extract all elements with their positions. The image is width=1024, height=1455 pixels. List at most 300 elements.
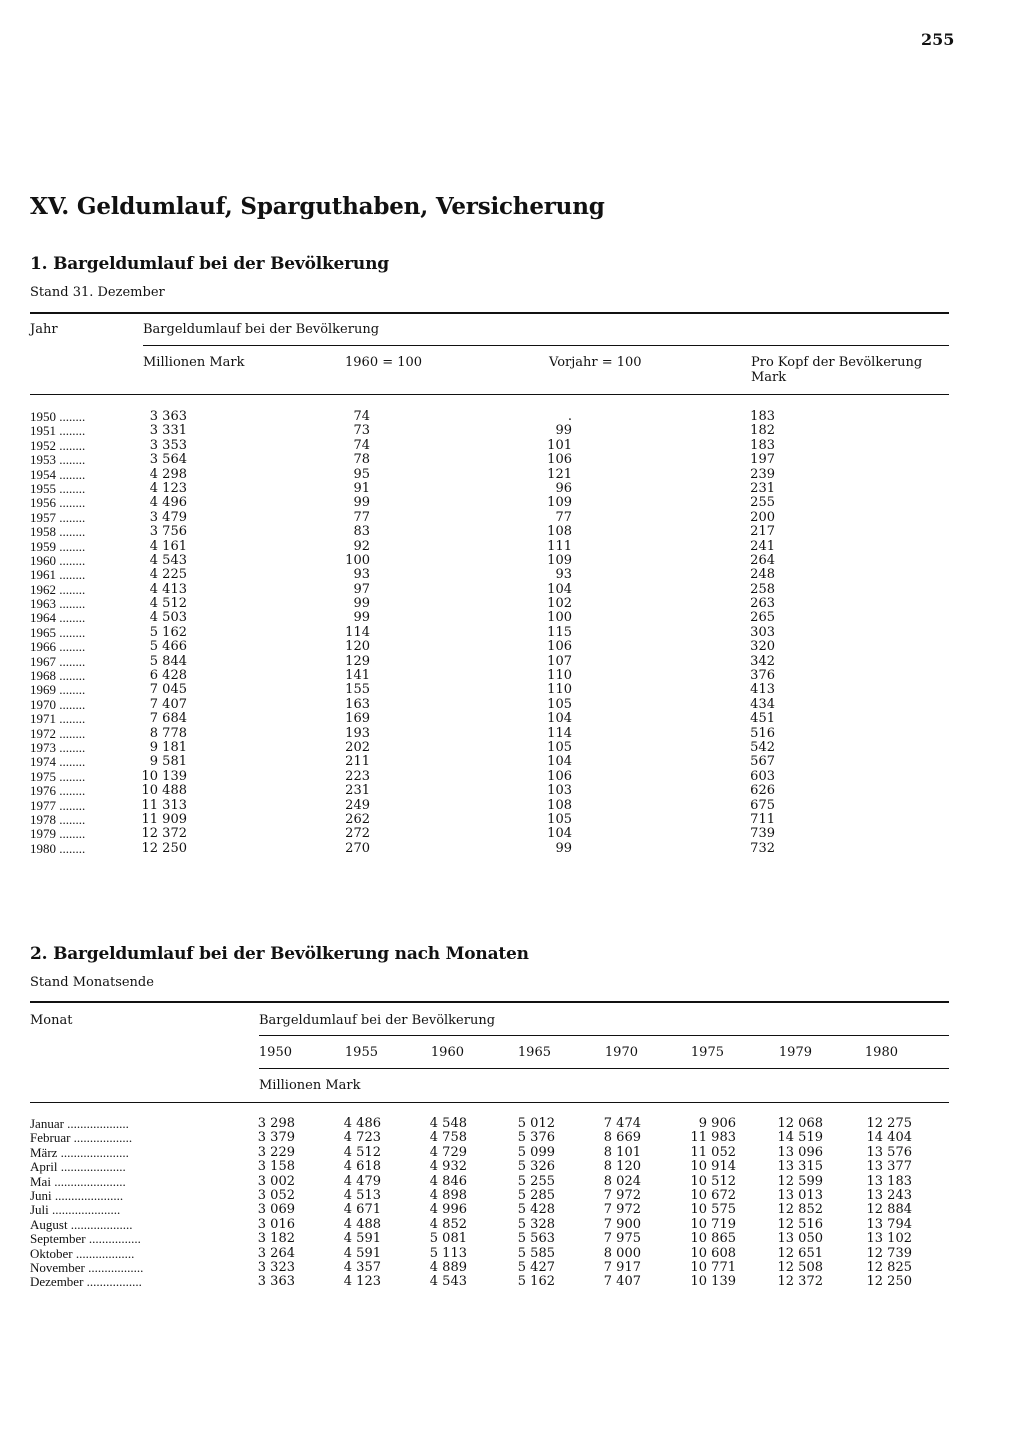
- table1-row: [0, 755, 1024, 769]
- table1-col-prokopf: Pro Kopf der Bevölkerung: [751, 355, 923, 370]
- table1-cell-idx1960: 99: [353, 610, 370, 626]
- table1-row: [0, 496, 1024, 510]
- table1-cell-year: 1966 ........: [30, 639, 86, 655]
- table2-cell-value: 4 479: [343, 1173, 381, 1189]
- table2-cell-value: 4 729: [429, 1144, 467, 1160]
- table2-cell-value: 10 865: [690, 1231, 736, 1247]
- table2-cell-value: 13 576: [866, 1144, 912, 1160]
- table2-cell-value: 5 099: [517, 1144, 555, 1160]
- table2-cell-month: August ...................: [30, 1216, 133, 1232]
- table2-cell-value: 14 404: [866, 1130, 912, 1146]
- table1-cell-prokopf: 231: [750, 480, 775, 496]
- table1-cell-mio: 6 428: [149, 668, 187, 684]
- table1-cell-vorjahr: 108: [547, 797, 572, 813]
- table1-cell-idx1960: 272: [345, 826, 370, 842]
- table1-cell-year: 1952 ........: [30, 437, 86, 453]
- table1-cell-vorjahr: 114: [547, 725, 572, 741]
- table2-cell-value: 12 516: [777, 1216, 823, 1232]
- table1-cell-idx1960: 95: [353, 466, 370, 482]
- table2-cell-value: 8 120: [603, 1159, 641, 1175]
- table1-top-rule: [30, 312, 949, 314]
- table1-cell-prokopf: 197: [750, 452, 775, 468]
- table1-cell-idx1960: 78: [353, 452, 370, 468]
- table1-row: [0, 611, 1024, 625]
- table2-cell-value: 13 050: [777, 1231, 823, 1247]
- table1-cell-vorjahr: .: [567, 409, 572, 424]
- table2-cell-value: 4 512: [343, 1144, 381, 1160]
- table1-cell-idx1960: 114: [345, 624, 370, 640]
- table1-header-rule: [30, 394, 949, 395]
- table2-cell-value: 12 739: [866, 1245, 912, 1261]
- table2-cell-value: 5 285: [517, 1187, 555, 1203]
- table1-row: [0, 583, 1024, 597]
- table1-cell-prokopf: 413: [750, 682, 775, 698]
- table1-row: [0, 813, 1024, 827]
- table1-row: [0, 655, 1024, 669]
- table1-row: [0, 683, 1024, 697]
- table1-cell-idx1960: 270: [345, 840, 370, 856]
- table1-cell-mio: 3 479: [149, 509, 187, 525]
- table2-row: [0, 1175, 1024, 1189]
- table1-cell-year: 1970 ........: [30, 696, 86, 712]
- table2-cell-value: 12 852: [777, 1202, 823, 1218]
- table1-cell-year: 1979 ........: [30, 826, 86, 842]
- table1-cell-vorjahr: 93: [555, 567, 572, 583]
- table2-cell-value: 5 326: [517, 1159, 555, 1175]
- table2-row: [0, 1275, 1024, 1289]
- table1-col-year: Jahr: [30, 322, 58, 337]
- table1-cell-idx1960: 83: [353, 524, 370, 540]
- table2-row: [0, 1232, 1024, 1246]
- table1-cell-idx1960: 92: [353, 538, 370, 554]
- table1-cell-idx1960: 74: [353, 409, 370, 424]
- table2-cell-value: 10 719: [690, 1216, 736, 1232]
- table1-cell-idx1960: 223: [345, 768, 370, 784]
- table1-cell-year: 1968 ........: [30, 668, 86, 684]
- table1-cell-year: 1951 ........: [30, 423, 86, 439]
- table1-cell-year: 1957 ........: [30, 509, 86, 525]
- table2-cell-month: Juli .....................: [30, 1202, 121, 1218]
- table2-cell-value: 3 323: [257, 1259, 295, 1275]
- table2-cell-value: 13 183: [866, 1173, 912, 1189]
- table2-cell-value: 12 372: [777, 1274, 823, 1290]
- table1-col-1960: 1960 = 100: [345, 355, 423, 370]
- table2-cell-value: 12 068: [777, 1116, 823, 1131]
- table2-cell-value: 7 900: [603, 1216, 641, 1232]
- table1-cell-prokopf: 732: [750, 840, 775, 856]
- table1-cell-mio: 7 684: [149, 711, 187, 727]
- table2-cell-value: 3 298: [257, 1116, 295, 1131]
- table1-cell-mio: 5 466: [149, 639, 187, 655]
- table1-cell-vorjahr: 99: [555, 423, 572, 439]
- table1-cell-mio: 9 581: [149, 754, 187, 770]
- table2-cell-value: 4 898: [429, 1187, 467, 1203]
- table1-body: [0, 410, 1024, 856]
- table1-cell-mio: 12 372: [141, 826, 187, 842]
- table1-group-rule: [143, 345, 949, 346]
- table1-cell-idx1960: 202: [345, 739, 370, 755]
- table1-cell-mio: 7 407: [149, 696, 187, 712]
- table1-cell-mio: 11 313: [141, 797, 187, 813]
- table2-row: [0, 1117, 1024, 1131]
- table1-cell-year: 1971 ........: [30, 711, 86, 727]
- table2-cell-value: 7 972: [603, 1202, 641, 1218]
- table1-cell-vorjahr: 104: [547, 826, 572, 842]
- table2-cell-value: 12 599: [777, 1173, 823, 1189]
- table1-cell-mio: 10 139: [141, 768, 187, 784]
- table1-cell-prokopf: 303: [750, 624, 775, 640]
- table1-cell-prokopf: 263: [750, 596, 775, 612]
- table1-cell-idx1960: 141: [345, 668, 370, 684]
- table1-row: [0, 741, 1024, 755]
- table2-cell-value: 3 069: [257, 1202, 295, 1218]
- table1-cell-year: 1956 ........: [30, 495, 86, 511]
- table1-cell-mio: 7 045: [149, 682, 187, 698]
- table1-cell-idx1960: 120: [345, 639, 370, 655]
- table2-cell-value: 8 000: [603, 1245, 641, 1261]
- table2-cell-value: 5 585: [517, 1245, 555, 1261]
- table2-cell-value: 12 508: [777, 1259, 823, 1275]
- table2-cell-value: 10 672: [690, 1187, 736, 1203]
- table1-cell-idx1960: 169: [345, 711, 370, 727]
- table1-row: [0, 712, 1024, 726]
- table1-cell-idx1960: 74: [353, 437, 370, 453]
- table2-cell-value: 13 102: [866, 1231, 912, 1247]
- table2-year-header: 1970: [604, 1045, 638, 1060]
- table1-cell-year: 1976 ........: [30, 783, 86, 799]
- table2-cell-value: 5 162: [517, 1274, 555, 1290]
- table2-row: [0, 1203, 1024, 1217]
- table1-cell-prokopf: 217: [750, 524, 775, 540]
- table1-cell-idx1960: 99: [353, 495, 370, 511]
- table1-cell-vorjahr: 104: [547, 581, 572, 597]
- table2-cell-value: 12 884: [866, 1202, 912, 1218]
- table1-cell-idx1960: 193: [345, 725, 370, 741]
- table1-cell-year: 1953 ........: [30, 452, 86, 468]
- table2-cell-value: 5 012: [517, 1116, 555, 1131]
- table1-row: [0, 784, 1024, 798]
- table2-cell-value: 4 932: [429, 1159, 467, 1175]
- table2-cell-value: 13 315: [777, 1159, 823, 1175]
- table1-cell-mio: 5 844: [149, 653, 187, 669]
- table2-cell-value: 10 608: [690, 1245, 736, 1261]
- table1-cell-prokopf: 183: [750, 437, 775, 453]
- table2-row: [0, 1261, 1024, 1275]
- table2-cell-value: 3 229: [257, 1144, 295, 1160]
- table1-cell-idx1960: 91: [353, 480, 370, 496]
- table1-row: [0, 799, 1024, 813]
- table1-cell-prokopf: 376: [750, 668, 775, 684]
- table2-cell-value: 12 275: [866, 1116, 912, 1131]
- table1-cell-mio: 10 488: [141, 783, 187, 799]
- table2-cell-value: 3 264: [257, 1245, 295, 1261]
- table1-cell-year: 1950 ........: [30, 409, 86, 424]
- table1-cell-mio: 4 512: [149, 596, 187, 612]
- table2-cell-value: 10 914: [690, 1159, 736, 1175]
- table1-cell-prokopf: 183: [750, 409, 775, 424]
- table1-cell-vorjahr: 109: [547, 552, 572, 568]
- table2-cell-value: 11 052: [690, 1144, 736, 1160]
- table1-cell-idx1960: 73: [353, 423, 370, 439]
- table1-row: [0, 525, 1024, 539]
- table1-cell-mio: 12 250: [141, 840, 187, 856]
- table1-row: [0, 410, 1024, 424]
- table1-row: [0, 842, 1024, 856]
- table2-cell-value: 4 846: [429, 1173, 467, 1189]
- table1-col-mio: Millionen Mark: [143, 355, 245, 370]
- table2-cell-value: 13 013: [777, 1187, 823, 1203]
- table2-cell-value: 4 671: [343, 1202, 381, 1218]
- table1-cell-vorjahr: 106: [547, 452, 572, 468]
- table2-cell-month: Dezember .................: [30, 1274, 142, 1290]
- table2-cell-value: 12 250: [866, 1274, 912, 1290]
- table2-year-header: 1955: [344, 1045, 378, 1060]
- table1-cell-idx1960: 99: [353, 596, 370, 612]
- table2-cell-value: 11 983: [690, 1130, 736, 1146]
- table1-cell-prokopf: 241: [750, 538, 775, 554]
- table2-body: [0, 1117, 1024, 1290]
- table2-cell-value: 5 376: [517, 1130, 555, 1146]
- table1-cell-year: 1978 ........: [30, 811, 86, 827]
- table1-cell-idx1960: 129: [345, 653, 370, 669]
- table1-cell-year: 1955 ........: [30, 480, 86, 496]
- table1-cell-year: 1975 ........: [30, 768, 86, 784]
- table2-cell-value: 12 825: [866, 1259, 912, 1275]
- table1-cell-vorjahr: 108: [547, 524, 572, 540]
- table1-row: [0, 468, 1024, 482]
- table1-cell-prokopf: 542: [750, 739, 775, 755]
- table1-cell-vorjahr: 99: [555, 840, 572, 856]
- table2-cell-value: 13 243: [866, 1187, 912, 1203]
- table1-row: [0, 554, 1024, 568]
- table1-cell-year: 1969 ........: [30, 682, 86, 698]
- table2-year-header: 1950: [258, 1045, 292, 1060]
- table2-cell-month: September ................: [30, 1231, 141, 1247]
- table1-subtitle: Stand 31. Dezember: [30, 285, 165, 300]
- table1-cell-mio: 3 564: [149, 452, 187, 468]
- table2-cell-value: 5 328: [517, 1216, 555, 1232]
- table2-cell-value: 4 123: [343, 1274, 381, 1290]
- table1-cell-vorjahr: 103: [547, 783, 572, 799]
- table1-cell-vorjahr: 121: [547, 466, 572, 482]
- table2-cell-value: 4 852: [429, 1216, 467, 1232]
- table1-cell-mio: 9 181: [149, 739, 187, 755]
- table1-group-header: Bargeldumlauf bei der Bevölkerung: [143, 322, 380, 337]
- table2-cell-value: 5 427: [517, 1259, 555, 1275]
- table2-cell-value: 13 794: [866, 1216, 912, 1232]
- table2-row: [0, 1247, 1024, 1261]
- table1-cell-mio: 8 778: [149, 725, 187, 741]
- table2-years-rule: [259, 1068, 949, 1069]
- table2-header-rule: [30, 1102, 949, 1103]
- table1-row: [0, 827, 1024, 841]
- table1-cell-vorjahr: 111: [547, 538, 572, 554]
- table2-cell-value: 3 379: [257, 1130, 295, 1146]
- table1-cell-vorjahr: 105: [547, 696, 572, 712]
- table2-cell-month: November .................: [30, 1259, 144, 1275]
- table2-col-month: Monat: [30, 1013, 73, 1028]
- table1-cell-year: 1964 ........: [30, 610, 86, 626]
- table2-year-header: 1975: [690, 1045, 724, 1060]
- table1-row: [0, 424, 1024, 438]
- table1-cell-mio: 3 363: [149, 409, 187, 424]
- table2-row: [0, 1189, 1024, 1203]
- table2-group-header: Bargeldumlauf bei der Bevölkerung: [259, 1013, 496, 1028]
- table1-cell-prokopf: 342: [750, 653, 775, 669]
- table1-cell-idx1960: 155: [345, 682, 370, 698]
- table1-col-prokopf-unit: Mark: [751, 370, 787, 385]
- table1-cell-mio: 4 496: [149, 495, 187, 511]
- table2-row: [0, 1146, 1024, 1160]
- table1-title: 1. Bargeldumlauf bei der Bevölkerung: [30, 254, 389, 274]
- table2-cell-value: 3 182: [257, 1231, 295, 1247]
- table1-cell-vorjahr: 104: [547, 754, 572, 770]
- table2-title: 2. Bargeldumlauf bei der Bevölkerung nach Monaten: [30, 944, 529, 964]
- table2-cell-value: 8 024: [603, 1173, 641, 1189]
- table2-cell-value: 4 513: [343, 1187, 381, 1203]
- table1-row: [0, 597, 1024, 611]
- table1-cell-mio: 11 909: [141, 811, 187, 827]
- table1-cell-prokopf: 516: [750, 725, 775, 741]
- table2-cell-value: 7 972: [603, 1187, 641, 1203]
- table1-cell-vorjahr: 102: [547, 596, 572, 612]
- table2-row: [0, 1131, 1024, 1145]
- table2-cell-value: 7 474: [603, 1116, 641, 1131]
- table1-cell-vorjahr: 107: [547, 653, 572, 669]
- table1-cell-mio: 4 543: [149, 552, 187, 568]
- table2-row: [0, 1160, 1024, 1174]
- table1-row: [0, 511, 1024, 525]
- table2-row: [0, 1218, 1024, 1232]
- table2-cell-value: 4 591: [343, 1231, 381, 1247]
- table2-top-rule: [30, 1001, 949, 1003]
- table2-cell-month: Februar ..................: [30, 1130, 133, 1146]
- table1-cell-idx1960: 262: [345, 811, 370, 827]
- table1-row: [0, 727, 1024, 741]
- table2-cell-value: 7 407: [603, 1274, 641, 1290]
- table1-cell-prokopf: 182: [750, 423, 775, 439]
- table1-cell-year: 1963 ........: [30, 596, 86, 612]
- table2-cell-value: 3 052: [257, 1187, 295, 1203]
- table1-cell-mio: 3 756: [149, 524, 187, 540]
- table1-cell-vorjahr: 96: [555, 480, 572, 496]
- table1-cell-mio: 4 123: [149, 480, 187, 496]
- table1-cell-year: 1973 ........: [30, 739, 86, 755]
- table2-cell-value: 4 723: [343, 1130, 381, 1146]
- table1-cell-vorjahr: 115: [547, 624, 572, 640]
- table2-cell-value: 4 889: [429, 1259, 467, 1275]
- table1-cell-year: 1954 ........: [30, 466, 86, 482]
- table1-cell-prokopf: 434: [750, 696, 775, 712]
- table2-cell-value: 4 618: [343, 1159, 381, 1175]
- table1-cell-vorjahr: 101: [547, 437, 572, 453]
- table1-cell-idx1960: 231: [345, 783, 370, 799]
- table2-cell-value: 4 488: [343, 1216, 381, 1232]
- table2-cell-value: 5 255: [517, 1173, 555, 1189]
- table2-subtitle: Stand Monatsende: [30, 975, 154, 990]
- table1-cell-prokopf: 265: [750, 610, 775, 626]
- table1-cell-vorjahr: 110: [547, 668, 572, 684]
- table1-cell-year: 1958 ........: [30, 524, 86, 540]
- table1-cell-year: 1977 ........: [30, 797, 86, 813]
- table1-cell-year: 1960 ........: [30, 552, 86, 568]
- table1-cell-mio: 4 503: [149, 610, 187, 626]
- table1-cell-year: 1962 ........: [30, 581, 86, 597]
- chapter-title: XV. Geldumlauf, Sparguthaben, Versicherung: [30, 193, 605, 220]
- table1-cell-mio: 4 413: [149, 581, 187, 597]
- table2-cell-value: 13 377: [866, 1159, 912, 1175]
- table1-row: [0, 568, 1024, 582]
- table1-cell-mio: 3 353: [149, 437, 187, 453]
- table2-cell-value: 10 771: [690, 1259, 736, 1275]
- page-number: 255: [921, 30, 955, 49]
- table2-cell-month: Mai ......................: [30, 1173, 126, 1189]
- table1-cell-idx1960: 249: [345, 797, 370, 813]
- table1-cell-mio: 4 161: [149, 538, 187, 554]
- table1-cell-prokopf: 603: [750, 768, 775, 784]
- table1-row: [0, 669, 1024, 683]
- table2-cell-value: 9 906: [698, 1116, 736, 1131]
- table2-cell-value: 5 563: [517, 1231, 555, 1247]
- table2-group-rule: [259, 1035, 949, 1036]
- table2-cell-value: 10 512: [690, 1173, 736, 1189]
- table1-row: [0, 453, 1024, 467]
- table1-cell-prokopf: 255: [750, 495, 775, 511]
- table1-cell-idx1960: 163: [345, 696, 370, 712]
- table2-cell-month: Oktober ..................: [30, 1245, 135, 1261]
- table1-cell-year: 1965 ........: [30, 624, 86, 640]
- table2-cell-value: 3 016: [257, 1216, 295, 1232]
- table2-cell-value: 3 158: [257, 1159, 295, 1175]
- table2-unit: Millionen Mark: [259, 1078, 361, 1093]
- table1-cell-prokopf: 567: [750, 754, 775, 770]
- table2-cell-value: 14 519: [777, 1130, 823, 1146]
- table2-year-header: 1979: [778, 1045, 812, 1060]
- table1-cell-prokopf: 239: [750, 466, 775, 482]
- table2-cell-value: 4 548: [429, 1116, 467, 1131]
- table1-cell-idx1960: 100: [345, 552, 370, 568]
- table1-cell-vorjahr: 77: [555, 509, 572, 525]
- table1-row: [0, 482, 1024, 496]
- table1-row: [0, 626, 1024, 640]
- table2-cell-month: März .....................: [30, 1144, 129, 1160]
- table2-cell-value: 4 758: [429, 1130, 467, 1146]
- table2-cell-value: 8 669: [603, 1130, 641, 1146]
- table2-cell-value: 3 363: [257, 1274, 295, 1290]
- table1-row: [0, 540, 1024, 554]
- table2-cell-value: 7 975: [603, 1231, 641, 1247]
- table2-cell-value: 5 428: [517, 1202, 555, 1218]
- table1-row: [0, 640, 1024, 654]
- table1-cell-prokopf: 626: [750, 783, 775, 799]
- table2-cell-value: 8 101: [603, 1144, 641, 1160]
- table1-cell-prokopf: 258: [750, 581, 775, 597]
- table1-cell-prokopf: 320: [750, 639, 775, 655]
- table1-cell-prokopf: 711: [750, 811, 775, 827]
- table1-cell-idx1960: 93: [353, 567, 370, 583]
- table1-cell-year: 1972 ........: [30, 725, 86, 741]
- table1-cell-prokopf: 264: [750, 552, 775, 568]
- table2-year-header: 1960: [430, 1045, 464, 1060]
- table2-cell-value: 13 096: [777, 1144, 823, 1160]
- table1-cell-year: 1980 ........: [30, 840, 86, 856]
- table2-cell-month: Juni .....................: [30, 1187, 124, 1203]
- table1-cell-prokopf: 451: [750, 711, 775, 727]
- table1-cell-prokopf: 739: [750, 826, 775, 842]
- table1-cell-mio: 4 298: [149, 466, 187, 482]
- table1-cell-vorjahr: 104: [547, 711, 572, 727]
- table2-cell-value: 12 651: [777, 1245, 823, 1261]
